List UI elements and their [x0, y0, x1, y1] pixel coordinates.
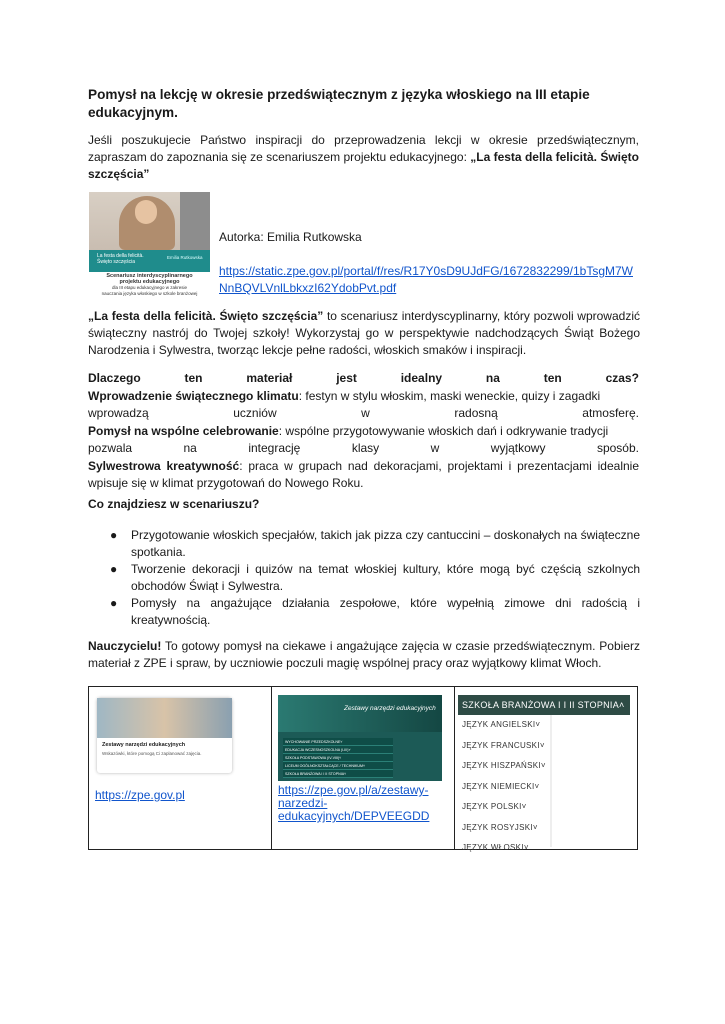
teacher-callout: Nauczycielu!: [88, 639, 162, 653]
scenario-cover-image: [89, 192, 210, 300]
why-item-2-title: Pomysł na wspólne celebrowanie: [88, 423, 279, 438]
language-menu-item: JĘZYK NIEMIECKI˅: [462, 781, 540, 791]
why-word: czas?: [605, 371, 639, 385]
tail-word: pozwala: [88, 441, 133, 455]
why-word: Dlaczego: [88, 371, 141, 385]
resource-cell-zestawy: [272, 687, 455, 850]
zestawy-menu-item: SZKOŁA PODSTAWOWA (IV-VIII)˅: [283, 754, 393, 762]
tail-word: wyjątkowy: [490, 441, 546, 455]
zpe-link[interactable]: https://zpe.gov.pl: [95, 788, 185, 802]
section-title: Co znajdziesz w scenariuszu?: [88, 497, 260, 511]
list-item: [110, 595, 640, 629]
cover-author: Emilia Rutkowska: [167, 255, 203, 260]
list-item-text: Pomysły na angażujące działania zespołowe, które wypełnią zimowe dni radością i kreatywnością.: [131, 596, 640, 627]
why-section: [88, 370, 639, 493]
scenario-title: „La festa della felicità. Święto szczęścia”: [88, 309, 324, 323]
teacher-text: To gotowy pomysł na ciekawe i angażujące zajęcia w czasie przedświątecznym. Pobierz materiał z ZPE i spraw, by uczniowie poczuli magię wspólnej pracy oraz wyjątkowy klimat Włoch.: [88, 639, 640, 670]
why-item-1-tail: [88, 405, 639, 423]
tail-word: sposób.: [596, 441, 639, 455]
why-item-3: [88, 458, 639, 493]
intro-text: Jeśli poszukujecie Państwo inspiracji do przeprowadzenia lekcji w okresie przedświątecznym, zapraszam do zapoznania się ze scenariuszem projektu edukacyjnego:: [88, 133, 639, 164]
zestawy-menu-item: EDUKACJA WCZESNOSZKOLNA (I-III)˅: [283, 746, 393, 754]
zestawy-thumbnail-banner: [278, 695, 442, 732]
language-menu-item: JĘZYK POLSKI˅: [462, 802, 527, 811]
tail-word: w: [430, 441, 440, 455]
language-menu-item: JĘZYK FRANCUSKI˅: [462, 740, 545, 750]
zpe-thumbnail-title: Zestawy narzędzi edukacyjnych: [102, 742, 186, 748]
tail-word: wprowadzą: [88, 406, 149, 420]
languages-menu-header: SZKOŁA BRANŻOWA I I II STOPNIA˄: [458, 695, 630, 715]
cover-title-line2: Święto szczęścia: [97, 259, 136, 265]
why-item-1-text: : festyn w stylu włoskim, maski weneckie, quizy i zagadki: [298, 388, 601, 403]
zestawy-menu-item: SZKOŁA BRANŻOWA I I II STOPNIA˅: [283, 770, 393, 778]
zpe-thumbnail-subtitle: Wskazówki, które pomogą Ci zaplanować zajęcia.: [102, 751, 202, 756]
why-word: ten: [184, 371, 203, 385]
cover-person-face: [135, 200, 157, 224]
tail-word: na: [183, 441, 197, 455]
why-item-1: [88, 388, 639, 406]
zestawy-link[interactable]: https://zpe.gov.pl/a/zestawy-narzedzi-edukacyjnych/DEPVEEGDD: [278, 783, 430, 823]
why-item-3-title: Sylwestrowa kreatywność: [88, 458, 240, 473]
why-word: ten: [543, 371, 562, 385]
list-item-text: Przygotowanie włoskich specjałów, takich jak pizza czy cantuccini – doskonałych na świąteczne spotkania.: [131, 528, 640, 559]
zpe-homepage-thumbnail: [97, 698, 232, 773]
zestawy-thumbnail: [278, 695, 442, 781]
tail-word: klasy: [351, 441, 380, 455]
why-item-2: [88, 423, 639, 441]
intro-paragraph: [88, 132, 639, 183]
cover-grey-panel: [180, 192, 210, 250]
cover-subtitle: [89, 272, 210, 300]
scenario-description-text: to scenariusz interdyscyplinarny, który pozwoli wprowadzić świąteczny nastrój do Twojej szkoły! Wykorzystaj go w perspektywie nadchodzących Świąt Bożego Narodzenia i Sylwestra, tworząc lekcje pełne radości, włoskich smaków i inspiracji.: [88, 309, 640, 357]
resources-table: [88, 686, 638, 850]
tail-word: radosną: [454, 406, 498, 420]
scenario-description: [88, 308, 640, 359]
scenario-pdf-link[interactable]: https://static.zpe.gov.pl/portal/f/res/R17Y0sD9UJdFG/1672832299/1bTsgM7WNnBQVLVnlLbkxzI62YdobPvt.pdf: [219, 264, 633, 295]
language-menu-item: JĘZYK HISZPAŃSKI˅: [462, 761, 546, 770]
list-item-text: Tworzenie dekoracji i quizów na temat włoskiej kultury, które mogą być częścią szkolnych obchodów Świąt i Sylwestra.: [131, 562, 640, 593]
tail-word: uczniów: [233, 406, 277, 420]
document-heading: Pomysł na lekcję w okresie przedświątecznym z języka włoskiego na III etapie edukacyjnym.: [88, 87, 590, 120]
tail-word: atmosferę.: [582, 406, 639, 420]
language-menu-item: JĘZYK ANGIELSKI˅: [462, 720, 541, 729]
zestawy-menu-item: WYCHOWANIE PRZEDSZKOLNE˅: [283, 738, 393, 746]
why-item-2-tail: [88, 440, 639, 458]
bullet-icon: ●: [110, 562, 118, 576]
bullet-icon: ●: [110, 528, 118, 542]
zestawy-menu-item: LICEUM OGÓLNOKSZTAŁCĄCE / TECHNIKUM˅: [283, 762, 393, 770]
why-word: na: [485, 371, 500, 385]
cover-sub-line2: projektu edukacyjnego: [119, 278, 180, 285]
why-item-3-text: : praca w grupach nad dekoracjami, projektami i prezentacjami idealnie wpisuje się w klimat przygotowań do Nowego Roku.: [88, 458, 640, 490]
languages-menu-thumbnail: [458, 695, 630, 852]
list-item: [110, 527, 640, 561]
cover-sub-line1: Scenariusz interdyscyplinarnego: [106, 273, 193, 279]
zestawy-thumbnail-title: Zestawy narzędzi edukacyjnych: [344, 705, 436, 712]
cover-sub-line4: nauczania języka włoskiego w szkole branżowej: [101, 290, 198, 296]
cover-title: [97, 253, 144, 265]
why-question: [88, 370, 639, 388]
cover-sub-line3: dla III etapu edukacyjnego w zakresie: [111, 285, 188, 290]
languages-menu-list: [462, 717, 552, 861]
why-word: idealny: [400, 371, 443, 385]
why-item-1-title: Wprowadzenie świątecznego klimatu: [88, 388, 299, 403]
why-item-2-text: : wspólne przygotowywanie włoskich dań i odkrywanie tradycji: [278, 423, 609, 438]
tail-word: integrację: [248, 441, 301, 455]
teacher-paragraph: [88, 638, 640, 672]
cover-title-line1: La festa della felicità.: [97, 253, 144, 259]
bullet-icon: ●: [110, 596, 118, 610]
why-word: materiał: [246, 371, 293, 385]
resource-cell-languages: [455, 687, 638, 850]
why-word: jest: [336, 371, 357, 385]
bullet-list: [110, 527, 640, 629]
zpe-thumbnail-photo: [97, 698, 232, 738]
author-line: Autorka: Emilia Rutkowska: [219, 230, 362, 244]
language-menu-item: JĘZYK ROSYJSKI˅: [462, 822, 538, 832]
tail-word: w: [361, 406, 370, 420]
resource-cell-zpe: [89, 687, 272, 850]
language-menu-item: JĘZYK WŁOSKI˅: [462, 843, 529, 852]
intro-title: „La festa della felicità. Święto szczęścia”: [88, 150, 639, 181]
zestawy-thumbnail-menu: [283, 738, 393, 778]
list-item: [110, 561, 640, 595]
